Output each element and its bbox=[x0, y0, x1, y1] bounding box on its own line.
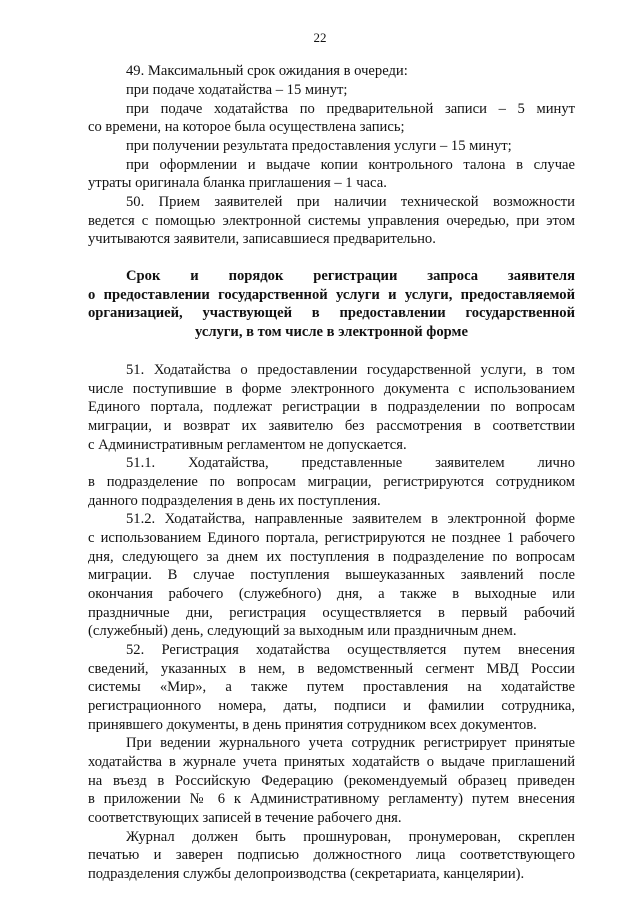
text-line: ведется с помощью электронной системы управления очередью, при этом bbox=[88, 213, 575, 229]
text-line: При ведении журнального учета сотрудник регистрирует принятые bbox=[126, 735, 575, 751]
text-line: 51. Ходатайства о предоставлении государственной услуги, в том bbox=[126, 362, 575, 378]
section-heading-line: услуги, в том числе в электронной форме bbox=[195, 324, 468, 340]
text-line: дня, следующего за днем их поступления в подразделение по вопросам bbox=[88, 549, 575, 565]
text-line: печатью и заверен подписью должностного лица соответствующего bbox=[88, 847, 575, 863]
text-line: при оформлении и выдаче копии контрольного талона в случае bbox=[126, 157, 575, 173]
text-line: данного подразделения в день их поступления. bbox=[88, 493, 381, 509]
text-line: ходатайства в журнале учета принятых ходатайств о выдаче приглашений bbox=[88, 754, 575, 770]
text-line: Единого портала, подлежат регистрации в подразделении по вопросам bbox=[88, 399, 575, 415]
text-line: при подаче ходатайства – 15 минут; bbox=[126, 82, 348, 98]
text-line: системы «Мир», а также путем проставления на ходатайстве bbox=[88, 679, 575, 695]
text-line: (служебный) день, следующий за выходным или праздничным днем. bbox=[88, 623, 517, 639]
section-heading-line: Срок и порядок регистрации запроса заявителя bbox=[126, 268, 575, 284]
text-line: учитываются заявители, записавшиеся предварительно. bbox=[88, 231, 436, 247]
text-line: числе поступившие в форме электронного документа с использованием bbox=[88, 381, 575, 397]
text-line: с использованием Единого портала, регистрируются не позднее 1 рабочего bbox=[88, 530, 575, 546]
text-line: 52. Регистрация ходатайства осуществляется путем внесения bbox=[126, 642, 575, 658]
text-line: при получении результата предоставления услуги – 15 минут; bbox=[126, 138, 512, 154]
section-heading-line: о предоставлении государственной услуги и услуги, предоставляемой bbox=[88, 287, 575, 303]
text-line: окончания рабочего (служебного) дня, а также в выходные или bbox=[88, 586, 575, 602]
text-line: миграции, и возврат их заявителю без рассмотрения в соответствии bbox=[88, 418, 575, 434]
text-line: при подаче ходатайства по предварительной записи – 5 минут bbox=[126, 101, 575, 117]
page-number: 22 bbox=[313, 30, 327, 45]
text-line: 51.2. Ходатайства, направленные заявителем в электронной форме bbox=[126, 511, 575, 527]
text-line: принявшего документы, в день принятия сотрудником всех документов. bbox=[88, 717, 537, 733]
text-line: 49. Максимальный срок ожидания в очереди: bbox=[126, 63, 408, 79]
text-line: праздничные дни, регистрация осуществляется в первый рабочий bbox=[88, 605, 575, 621]
text-line: регистрационного номера, даты, подписи и фамилии сотрудника, bbox=[88, 698, 575, 714]
section-heading-line: организацией, участвующей в предоставлении государственной bbox=[88, 305, 575, 321]
text-line: сведений, указанных в нем, в ведомственный сегмент МВД России bbox=[88, 661, 575, 677]
text-line: 50. Прием заявителей при наличии технической возможности bbox=[126, 194, 575, 210]
text-line: Журнал должен быть прошнурован, пронумерован, скреплен bbox=[126, 829, 575, 845]
text-line: на въезд в Российскую Федерацию (рекомендуемый образец приведен bbox=[88, 773, 575, 789]
text-line: утраты оригинала бланка приглашения – 1 часа. bbox=[88, 175, 387, 191]
text-line: с Административным регламентом не допускается. bbox=[88, 437, 407, 453]
text-line: подразделения службы делопроизводства (секретариата, канцелярии). bbox=[88, 866, 525, 882]
text-line: 51.1. Ходатайства, представленные заявителем лично bbox=[126, 455, 575, 471]
text-line: миграции. В случае поступления вышеуказанных заявлений после bbox=[88, 567, 575, 583]
text-line: со времени, на которое была осуществлена запись; bbox=[88, 119, 405, 135]
text-line: в приложении № 6 к Административному регламенту) путем внесения bbox=[88, 791, 575, 807]
text-line: в подразделение по вопросам миграции, регистрируются сотрудником bbox=[88, 474, 575, 490]
text-line: соответствующих записей в течение рабочего дня. bbox=[88, 810, 402, 826]
